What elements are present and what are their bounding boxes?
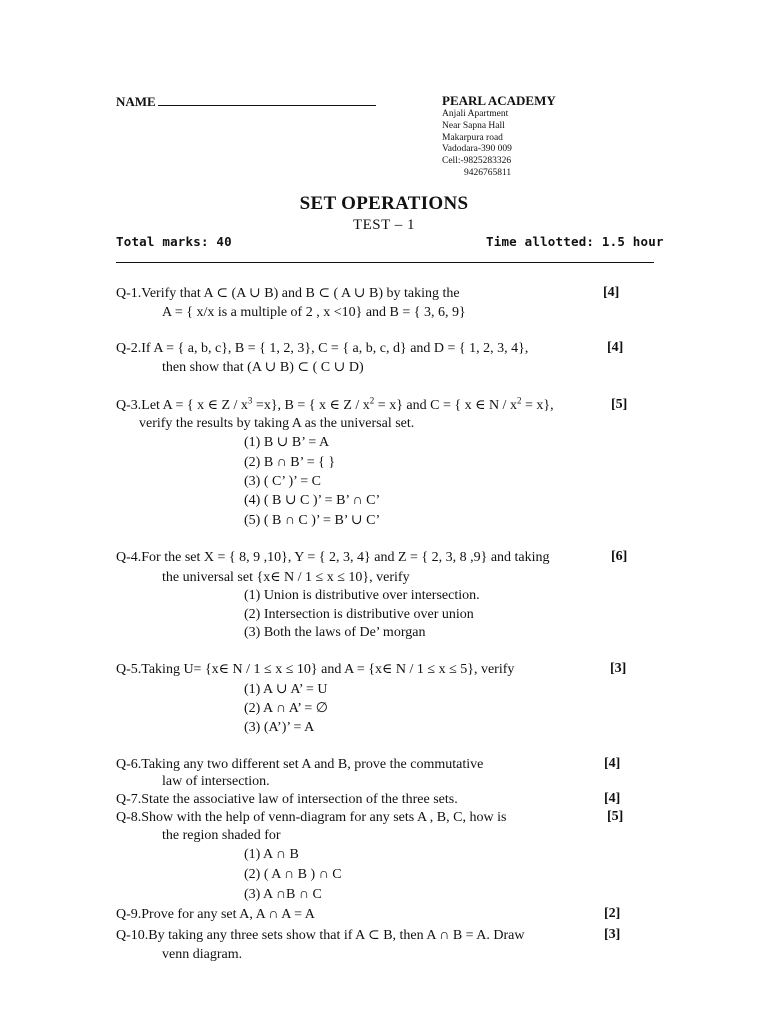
header-divider (116, 262, 654, 263)
question-5-line-1: Q-5.Taking U= {x∈ N / 1 ≤ x ≤ 10} and A = {x∈ N / 1 ≤ x ≤ 5}, verify (116, 662, 515, 677)
q3-text-b: =x}, B = { x ∈ Z / x (252, 398, 370, 413)
total-marks: Total marks: 40 (116, 234, 232, 249)
question-10-line-1: Q-10.By taking any three sets show that if A ⊂ B, then A ∩ B = A. Draw (116, 928, 525, 943)
q3-item: (4) ( B ∪ C )’ = B’ ∩ C’ (244, 493, 381, 508)
address-line: Vadodara-390 009 (442, 144, 512, 155)
question-3-line-2: verify the results by taking A as the universal set. (139, 416, 415, 431)
question-2-marks: [4] (607, 340, 624, 355)
question-9-marks: [2] (604, 906, 621, 921)
test-title: SET OPERATIONS (299, 193, 469, 214)
q5-item: (3) (A’)’ = A (244, 720, 315, 735)
q8-item: (1) A ∩ B (244, 847, 299, 862)
question-4-line-2: the universal set {x∈ N / 1 ≤ x ≤ 10}, verify (162, 570, 410, 585)
address-line: Makarpura road (442, 132, 503, 143)
question-5-marks: [3] (610, 661, 627, 676)
question-8-line-1: Q-8.Show with the help of venn-diagram for any sets A , B, C, how is (116, 810, 507, 825)
q4-item: (3) Both the laws of De’ morgan (244, 625, 426, 640)
question-9-line-1: Q-9.Prove for any set A, A ∩ A = A (116, 907, 315, 922)
question-1-line-1: Q-1.Verify that A ⊂ (A ∪ B) and B ⊂ ( A ∪ B) by taking the (116, 286, 460, 301)
academy-address (442, 109, 512, 180)
name-blank-line (158, 93, 376, 106)
q3-sup-1: 3 (247, 395, 253, 406)
question-4-line-1: Q-4.For the set X = { 8, 9 ,10}, Y = { 2, 3, 4} and Z = { 2, 3, 8 ,9} and taking (116, 550, 550, 565)
q4-item: (1) Union is distributive over intersection. (244, 588, 480, 603)
q3-item: (1) B ∪ B’ = A (244, 435, 330, 450)
q4-item: (2) Intersection is distributive over union (244, 607, 474, 622)
q3-item: (3) ( C’ )’ = C (244, 474, 321, 489)
question-6-marks: [4] (604, 756, 621, 771)
test-subtitle: TEST – 1 (352, 217, 416, 233)
question-6-line-2: law of intersection. (162, 774, 270, 789)
question-10-marks: [3] (604, 927, 621, 942)
q5-item: (2) A ∩ A’ = ∅ (244, 701, 328, 716)
question-6-line-1: Q-6.Taking any two different set A and B, prove the commutative (116, 757, 484, 772)
question-3-line-1 (116, 396, 554, 415)
name-label: NAME (116, 94, 156, 109)
question-4-marks: [6] (611, 549, 628, 564)
address-line: Anjali Apartment (442, 109, 509, 119)
q8-item: (3) A ∩B ∩ C (244, 887, 322, 902)
question-2-line-2: then show that (A ∪ B) ⊂ ( C ∪ D) (162, 360, 364, 375)
time-allotted: Time allotted: 1.5 hour (486, 234, 664, 249)
name-field (116, 93, 376, 110)
question-8-marks: [5] (607, 809, 624, 824)
q3-item: (5) ( B ∩ C )’ = B’ ∪ C’ (244, 513, 381, 528)
q3-text-c: = x} and C = { x ∈ N / x (374, 398, 517, 413)
question-7-marks: [4] (604, 791, 621, 806)
academy-name: PEARL ACADEMY (442, 93, 556, 108)
address-line: Near Sapna Hall (442, 120, 505, 131)
question-1-line-2: A = { x/x is a multiple of 2 , x <10} and B = { 3, 6, 9} (162, 305, 466, 320)
q3-item: (2) B ∩ B’ = { } (244, 455, 336, 470)
question-7-line-1: Q-7.State the associative law of intersection of the three sets. (116, 792, 458, 807)
question-8-line-2: the region shaded for (162, 828, 281, 843)
q3-text-a: Q-3.Let A = { x ∈ Z / x (116, 398, 248, 413)
address-phone-2: 9426765811 (464, 167, 512, 178)
question-2-line-1: Q-2.If A = { a, b, c}, B = { 1, 2, 3}, C = { a, b, c, d} and D = { 1, 2, 3, 4}, (116, 341, 529, 356)
question-10-line-2: venn diagram. (162, 947, 243, 962)
question-1-marks: [4] (603, 285, 620, 300)
q8-item: (2) ( A ∩ B ) ∩ C (244, 867, 342, 882)
q3-sup-3: 2 (516, 395, 522, 406)
q5-item: (1) A ∪ A’ = U (244, 682, 328, 697)
address-line: Cell:-9825283326 (442, 156, 512, 167)
q3-sup-2: 2 (369, 395, 375, 406)
question-3-marks: [5] (611, 397, 628, 412)
q3-text-d: = x}, (521, 398, 554, 413)
